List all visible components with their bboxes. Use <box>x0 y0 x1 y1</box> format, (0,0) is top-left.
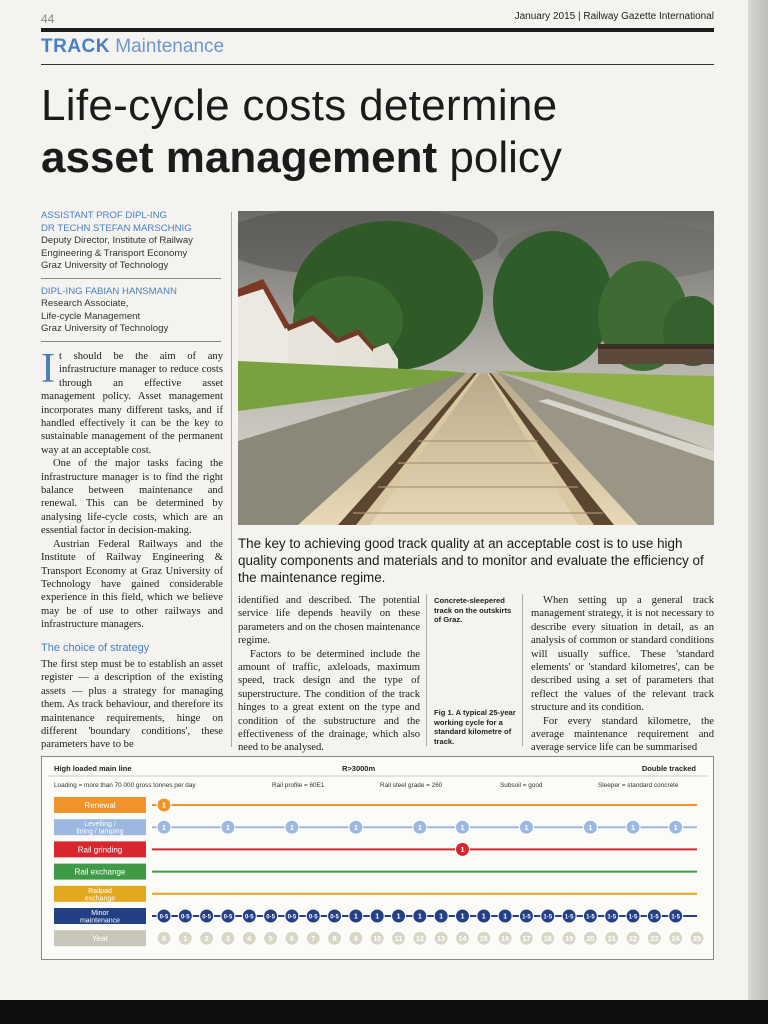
row-label: Rail grinding <box>77 845 123 855</box>
event-value: 19 <box>565 933 574 943</box>
chart-header-right: Double tracked <box>641 764 696 773</box>
row-label: maintenance <box>79 917 121 925</box>
event-value: 0·5 <box>223 914 233 921</box>
maintenance-cycle-chart <box>41 756 714 960</box>
author-1-aff: Graz University of Technology <box>41 260 169 271</box>
paragraph <box>41 346 223 457</box>
track-photo-illustration <box>238 211 714 525</box>
event-value: 1 <box>162 822 166 832</box>
event-value: 10 <box>373 933 382 943</box>
chart-header-center: R>3000m <box>342 764 376 773</box>
author-divider <box>41 278 221 279</box>
event-value: 8 <box>332 933 337 943</box>
event-value: 1 <box>524 822 529 832</box>
event-value: 1 <box>353 911 358 921</box>
running-head: January 2015 | Railway Gazette International <box>514 11 714 22</box>
row-label: lining / tamping <box>76 828 124 836</box>
author-2-aff: Life-cycle Management <box>41 310 141 322</box>
event-value: 1 <box>439 911 444 921</box>
subheading: The choice of strategy <box>41 641 150 654</box>
event-value: 0·5 <box>244 914 254 921</box>
row-label: Minor <box>91 910 109 917</box>
event-value: 0·5 <box>159 914 169 921</box>
paragraph: For every standard kilometre, the average maintenance requirement and average service life can be summarised <box>531 715 714 754</box>
event-value: 15 <box>479 933 488 943</box>
event-value: 21 <box>607 933 616 943</box>
event-value: 6 <box>289 933 294 943</box>
event-value: 1 <box>481 911 486 921</box>
event-value: 22 <box>629 933 638 943</box>
event-value: 1·5 <box>543 914 553 921</box>
figure-caption: Fig 1. A typical 25-year working cycle for a standard kilometre of track. <box>434 708 516 746</box>
paragraph: The first step must be to establish an asset register — a description of the existing assets — plus a strategy for managing them. As track behaviour, and therefore its maintenance requirements, hinge on different 'boundary conditions', these parameters have to be <box>41 658 223 751</box>
event-value: 1 <box>631 822 636 832</box>
paragraph: identified and described. The potential service life depends heavily on these parameters and on the chosen maintenance regime. <box>238 595 420 647</box>
event-value: 9 <box>353 933 358 943</box>
event-value: 11 <box>394 933 403 943</box>
chart-param: Sleeper = standard concrete <box>598 782 679 789</box>
author-1-aff: Deputy Director, Institute of Railway <box>41 235 193 246</box>
event-value: 14 <box>458 933 467 943</box>
author-2-name: DIPL-ING FABIAN HANSMANN <box>41 285 177 297</box>
author-block <box>41 210 221 349</box>
event-value: 7 <box>311 933 316 943</box>
event-value: 13 <box>437 933 446 943</box>
event-value: 1·5 <box>607 914 617 921</box>
event-value: 1 <box>162 800 166 810</box>
event-value: 1 <box>460 845 465 854</box>
row-label: Railpad <box>88 887 112 895</box>
row-label: Rail exchange <box>74 867 126 877</box>
chart-param: Rail steel grade = 260 <box>380 782 443 789</box>
event-value: 0·5 <box>180 914 190 921</box>
row-label: Renewal <box>84 801 116 810</box>
headline-bold: asset management <box>41 133 438 182</box>
event-value: 2 <box>204 933 209 943</box>
body-column-2 <box>238 594 420 755</box>
event-value: 1 <box>396 911 401 921</box>
event-value: 0·5 <box>330 914 339 921</box>
event-value: 1 <box>183 933 188 943</box>
event-value: 20 <box>586 933 595 943</box>
event-value: 1 <box>289 822 294 832</box>
headline-line1: Life-cycle costs determine <box>41 81 558 130</box>
event-value: 1 <box>503 911 508 921</box>
event-value: 12 <box>415 933 424 943</box>
column-rule <box>426 594 427 746</box>
author-1-name: DR TECHN STEFAN MARSCHNIG <box>41 222 192 234</box>
paragraph: One of the major tasks facing the infrastructure manager is to find the right balance between maintenance and renewal. This can be determined by analysing life-cycle costs, which are an essential factor in decision-making. <box>41 458 223 537</box>
page-gutter <box>748 0 768 1000</box>
scanner-edge <box>0 1000 768 1024</box>
row-label: Levelling / <box>84 821 116 829</box>
event-value: 3 <box>225 933 230 943</box>
paragraph: Austrian Federal Railways and the Institute of Railway Engineering & Transport Economy at Graz University of Technology have gained considerable experience in this field, which we believe may be of use to other railways and infrastructure managers. <box>41 538 223 631</box>
column-rule <box>231 212 232 747</box>
chart-param: Loading = more than 70 000 gross tonnes per day <box>54 782 196 789</box>
event-value: 1·5 <box>628 914 638 921</box>
event-value: 1 <box>673 822 678 832</box>
author-2-aff: Research Associate, <box>41 298 129 309</box>
event-value: 5 <box>268 933 273 943</box>
section-label-bold: TRACK <box>41 36 110 57</box>
event-value: 1·5 <box>522 914 531 921</box>
event-value: 4 <box>247 933 252 943</box>
photo-side-caption: Concrete-sleepered track on the outskirts of Graz. <box>434 596 512 625</box>
event-value: 0·5 <box>287 914 297 921</box>
paragraph: When setting up a general track management strategy, it is not necessary to describe every situation in detail, as an analysis of common or standard conditions will usually suffice. These 'standard elements' or 'standard kilometres', can be described using a set of parameters that reflect the values of the relevant track structure and its condition. <box>531 595 714 714</box>
author-1-title: ASSISTANT PROF DIPL-ING <box>41 210 167 221</box>
event-value: 1 <box>417 822 422 832</box>
author-2-aff: Graz University of Technology <box>41 323 169 334</box>
event-value: 1 <box>417 911 422 921</box>
drop-cap: I <box>41 346 55 392</box>
photo-caption: The key to achieving good track quality at an acceptable cost is to use high quality components and materials and to monitor and evaluate the efficiency of the maintenance regime. <box>238 536 704 585</box>
event-value: 1·5 <box>671 914 681 921</box>
event-value: 0 <box>162 933 166 943</box>
author-divider <box>41 341 221 342</box>
page-number: 44 <box>41 12 55 26</box>
event-value: 1·5 <box>586 914 595 921</box>
event-value: 16 <box>501 933 510 943</box>
body-column-4 <box>531 594 714 755</box>
section-label <box>41 36 224 58</box>
maintenance-cycle-svg <box>42 757 713 959</box>
event-value: 1 <box>460 911 465 921</box>
paragraph-text: t should be the aim of any infrastructure manager to reduce costs through an effective asset management policy. Asset management incorporates many different tasks, and if handled effectively it can be the key to sustainable management of the permanent way at an acceptable cost. <box>41 351 223 456</box>
event-value: 24 <box>671 933 680 943</box>
track-photo <box>238 211 714 525</box>
event-value: 25 <box>693 933 701 943</box>
chart-param: Rail profile = 60E1 <box>272 782 325 789</box>
chart-param: Subsoil = good <box>500 782 543 789</box>
event-value: 1·5 <box>564 914 574 921</box>
event-value: 1 <box>375 911 380 921</box>
row-label: Year <box>91 934 109 944</box>
event-value: 17 <box>522 933 531 943</box>
paragraph: Factors to be determined include the amount of traffic, axleloads, maximum speed, track design and the type of superstructure. The condition of the track hinges to a great extent on the type and condition of the substructure and the effectiveness of the drainage, which also need to be analysed. <box>238 648 420 754</box>
event-value: 0·5 <box>266 914 275 921</box>
column-rule <box>522 594 523 746</box>
author-1-aff: Engineering & Transport Economy <box>41 247 188 259</box>
body-column-1 <box>41 346 223 752</box>
event-value: 1·5 <box>650 914 659 921</box>
top-rule <box>41 28 714 32</box>
section-label-light: Maintenance <box>115 36 225 57</box>
event-value: 1 <box>588 822 593 832</box>
event-value: 1 <box>460 822 465 832</box>
event-value: 1 <box>353 822 358 832</box>
event-value: 0·5 <box>202 914 211 921</box>
event-value: 18 <box>543 933 552 943</box>
section-rule <box>41 64 714 65</box>
event-value: 23 <box>650 933 659 943</box>
chart-header-left: High loaded main line <box>54 764 132 773</box>
headline-line2 <box>41 132 562 184</box>
headline-light: policy <box>449 133 562 182</box>
event-value: 0·5 <box>308 914 318 921</box>
event-value: 1 <box>225 822 230 832</box>
row-label: exchange <box>84 895 116 903</box>
